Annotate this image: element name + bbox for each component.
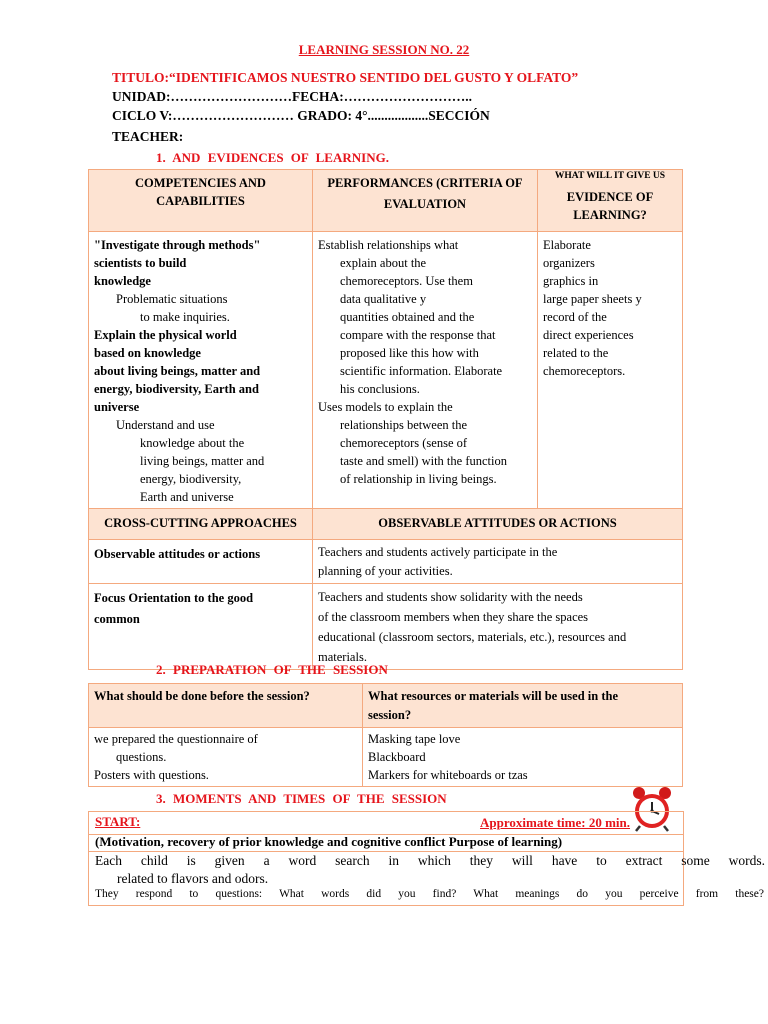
attitudes-row-line: Teachers and students actively participate in the bbox=[318, 545, 558, 559]
col-evidence-label-b: LEARNING? bbox=[573, 208, 647, 222]
attitudes-row-content bbox=[313, 540, 683, 584]
resource-item: Masking tape love bbox=[368, 732, 461, 746]
performance-line: compare with the response that bbox=[340, 328, 496, 342]
focus-content-line: Teachers and students show solidarity with the needs bbox=[318, 590, 583, 604]
start-body-line: Each child is given a word search in which they will have to extract some words. bbox=[95, 853, 765, 868]
capability-line: to make inquiries. bbox=[140, 310, 230, 324]
evidence-line: chemoreceptors. bbox=[543, 364, 626, 378]
attitudes-label: OBSERVABLE ATTITUDES OR ACTIONS bbox=[378, 516, 617, 530]
competence-line: scientists to build bbox=[94, 256, 187, 270]
section-3-heading: 3. MOMENTS AND TIMES OF THE SESSION bbox=[156, 791, 447, 806]
resources-header bbox=[363, 684, 683, 728]
resources-label-a: What resources or materials will be used in the bbox=[368, 689, 618, 703]
evidence-line: record of the bbox=[543, 310, 607, 324]
evidence-line: graphics in bbox=[543, 274, 599, 288]
evidence-line: Elaborate bbox=[543, 238, 591, 252]
before-session-label: What should be done before the session? bbox=[94, 689, 310, 703]
resources-label-b: session? bbox=[368, 708, 412, 722]
start-label: START: bbox=[95, 814, 141, 829]
capability-bullet: Understand and use bbox=[116, 418, 215, 432]
performance-line: data qualitative y bbox=[340, 292, 427, 306]
focus-row-label bbox=[89, 584, 313, 670]
performance-line: his conclusions. bbox=[340, 382, 420, 396]
resource-item: Markers for whiteboards or tzas bbox=[368, 768, 528, 782]
capability-line: Earth and universe bbox=[140, 490, 234, 504]
capability-bullet: Problematic situations bbox=[116, 292, 228, 306]
competence-line: based on knowledge bbox=[94, 346, 201, 360]
performance-line: chemoreceptors. Use them bbox=[340, 274, 473, 288]
competence-cell bbox=[89, 232, 313, 509]
col-competencies-label: COMPETENCIES AND CAPABILITIES bbox=[135, 176, 266, 208]
unidad-line: UNIDAD:………………………FECHA:……………………….. bbox=[112, 89, 472, 104]
competence-line: universe bbox=[94, 400, 140, 414]
competence-line: Explain the physical world bbox=[94, 328, 237, 342]
focus-row-content bbox=[313, 584, 683, 670]
performance-bullet: Uses models to explain the bbox=[318, 400, 453, 414]
start-body-line: They respond to questions: What words did you find? What meanings do you perceive from these? bbox=[95, 888, 764, 900]
col-evidence-label-a: EVIDENCE OF bbox=[566, 190, 654, 204]
attitudes-row-label bbox=[89, 540, 313, 584]
evidence-line: related to the bbox=[543, 346, 609, 360]
evidence-line: direct experiences bbox=[543, 328, 634, 342]
motivation-text: (Motivation, recovery of prior knowledge and cognitive conflict Purpose of learning) bbox=[95, 834, 563, 849]
start-body-line: related to flavors and odors. bbox=[117, 871, 269, 886]
performance-cell bbox=[313, 232, 538, 509]
attitudes-header bbox=[313, 509, 683, 540]
evidence-line: large paper sheets y bbox=[543, 292, 642, 306]
evidence-line: organizers bbox=[543, 256, 595, 270]
focus-content-line: of the classroom members when they share the spaces bbox=[318, 610, 589, 624]
focus-row-line: Focus Orientation to the good bbox=[94, 591, 254, 605]
focus-row-line: common bbox=[94, 612, 140, 626]
competence-line: energy, biodiversity, Earth and bbox=[94, 382, 259, 396]
ciclo-line: CICLO V:……………………… GRADO: 4°..................SECCIÓN bbox=[112, 108, 490, 123]
col-competencies-header bbox=[89, 170, 313, 232]
approximate-time: Approximate time: 20 min. bbox=[480, 815, 630, 830]
resource-item: Blackboard bbox=[368, 750, 426, 764]
attitudes-row-text: Observable attitudes or actions bbox=[94, 547, 261, 561]
col-evidence-small: WHAT WILL IT GIVE US bbox=[554, 171, 666, 181]
before-session-cell bbox=[89, 728, 363, 787]
capability-line: energy, biodiversity, bbox=[140, 472, 242, 486]
performance-line: chemoreceptors (sense of bbox=[340, 436, 468, 450]
col-performances-header bbox=[313, 170, 538, 232]
teacher-line: TEACHER: bbox=[112, 129, 184, 144]
col-performances-label-b: EVALUATION bbox=[383, 197, 467, 211]
col-evidence-header bbox=[538, 170, 683, 232]
competence-line: knowledge bbox=[94, 274, 151, 288]
before-session-header bbox=[89, 684, 363, 728]
focus-content-line: educational (classroom sectors, materials, etc.), resources and bbox=[318, 630, 627, 644]
titulo-line: TITULO:“IDENTIFICAMOS NUESTRO SENTIDO DEL GUSTO Y OLFATO” bbox=[112, 70, 579, 85]
cross-cutting-header bbox=[89, 509, 313, 540]
capability-line: living beings, matter and bbox=[140, 454, 265, 468]
focus-content-line: materials. bbox=[318, 650, 367, 664]
competence-line: "Investigate through methods" bbox=[94, 238, 261, 252]
performance-line: proposed like this how with bbox=[340, 346, 479, 360]
attitudes-row-line: planning of your activities. bbox=[318, 564, 453, 578]
cross-cutting-label: CROSS-CUTTING APPROACHES bbox=[104, 516, 297, 530]
performance-line: relationships between the bbox=[340, 418, 468, 432]
competence-line: about living beings, matter and bbox=[94, 364, 261, 378]
performance-line: taste and smell) with the function bbox=[340, 454, 507, 468]
preparation-table bbox=[88, 683, 683, 787]
performance-line: explain about the bbox=[340, 256, 427, 270]
col-performances-label-a: PERFORMANCES (CRITERIA OF bbox=[327, 176, 523, 190]
capability-line: knowledge about the bbox=[140, 436, 245, 450]
learning-evidence-table bbox=[88, 169, 683, 670]
section-2-heading: 2. PREPARATION OF THE SESSION bbox=[156, 662, 388, 677]
before-item-cont: questions. bbox=[116, 750, 167, 764]
before-item: we prepared the questionnaire of bbox=[94, 732, 258, 746]
evidence-cell bbox=[538, 232, 683, 509]
performance-line: quantities obtained and the bbox=[340, 310, 475, 324]
before-item: Posters with questions. bbox=[94, 768, 209, 782]
page-title: LEARNING SESSION NO. 22 bbox=[298, 42, 470, 57]
performance-bullet: Establish relationships what bbox=[318, 238, 459, 252]
performance-line: scientific information. Elaborate bbox=[340, 364, 503, 378]
performance-line: of relationship in living beings. bbox=[340, 472, 497, 486]
resources-cell bbox=[363, 728, 683, 787]
section-1-heading: 1. AND EVIDENCES OF LEARNING. bbox=[156, 150, 389, 165]
